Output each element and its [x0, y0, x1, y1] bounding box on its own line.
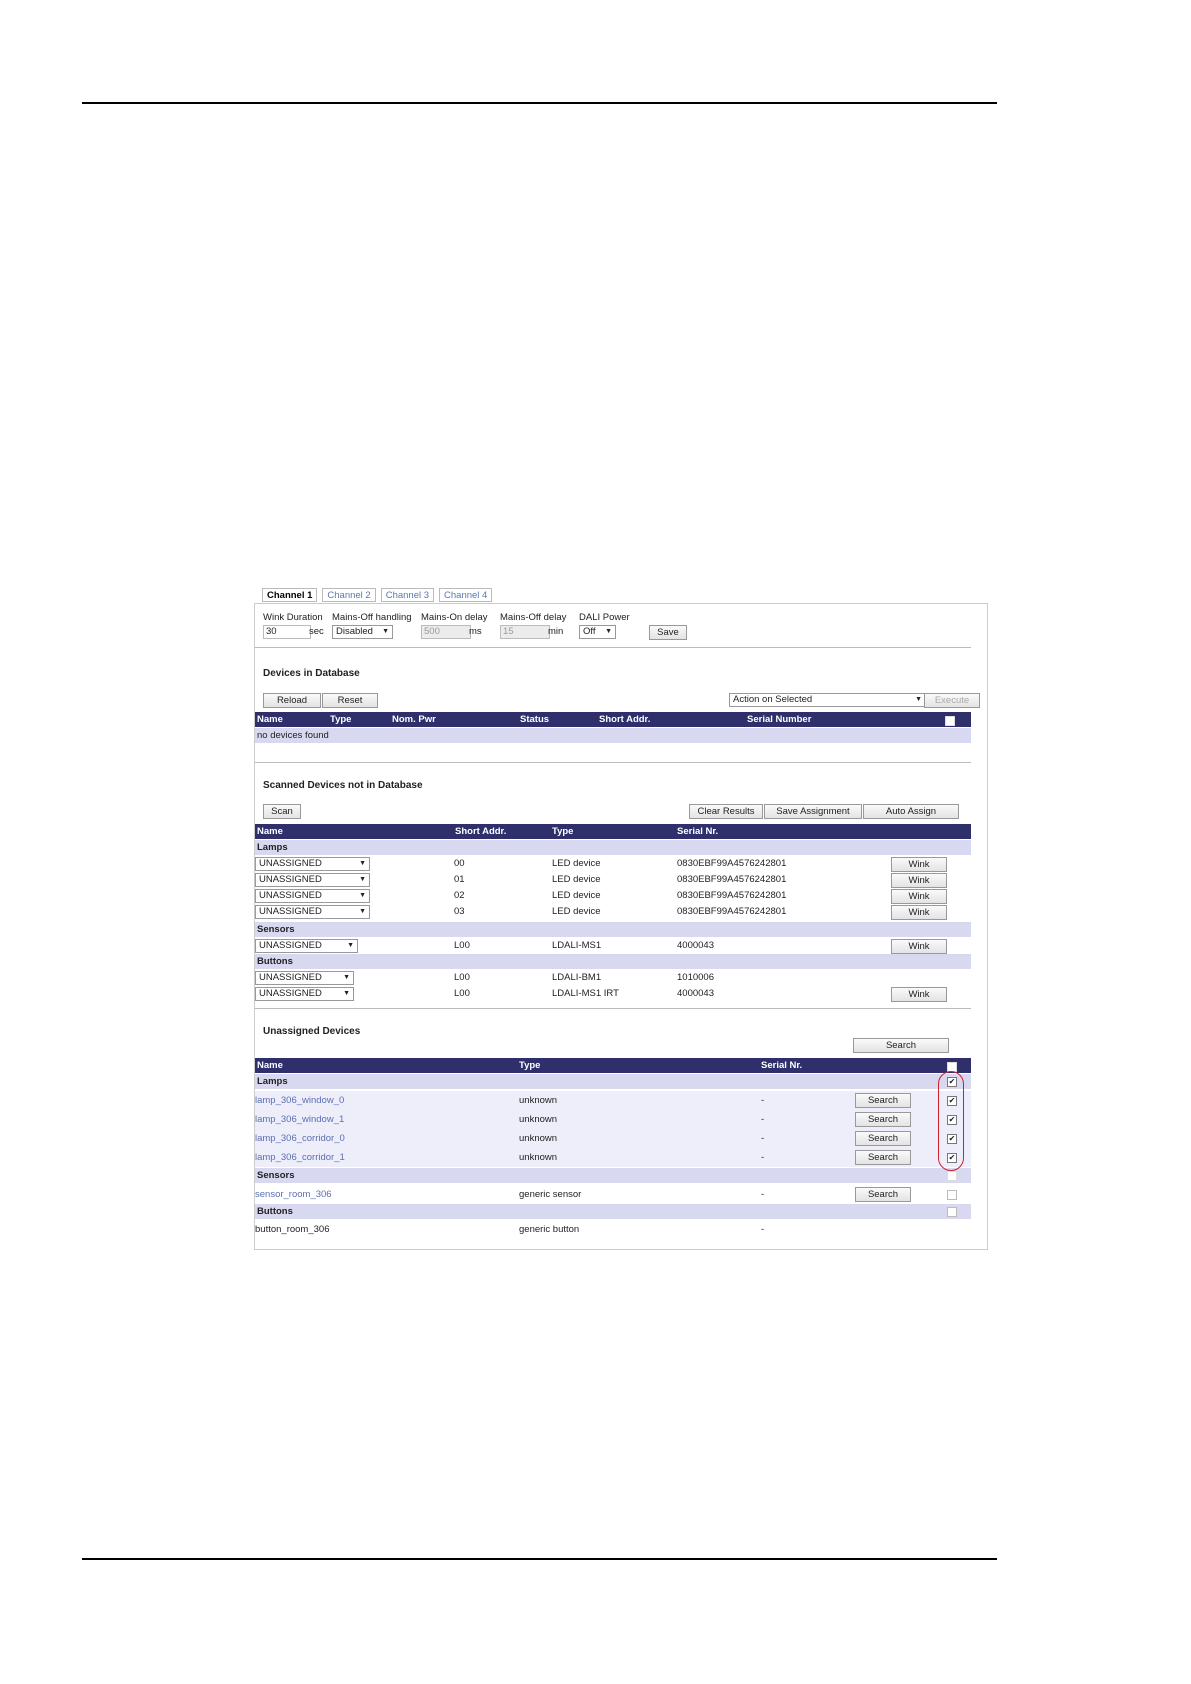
col-name: Name: [257, 714, 283, 725]
col-name: Name: [257, 826, 283, 837]
mains-off-handling-value: Disabled: [336, 626, 373, 637]
serial: -: [761, 1114, 765, 1125]
wink-button[interactable]: Wink: [891, 889, 947, 904]
assign-value: UNASSIGNED: [259, 972, 322, 983]
device-name: button_room_306: [255, 1224, 330, 1235]
group-lamps: [255, 1074, 971, 1089]
empty-text: no devices found: [257, 730, 329, 741]
col-serial-number: Serial Number: [747, 714, 812, 725]
device-name-link[interactable]: sensor_room_306: [255, 1189, 332, 1200]
short-addr: L00: [454, 940, 470, 951]
execute-button[interactable]: Execute: [924, 693, 980, 708]
assign-select[interactable]: [255, 889, 370, 903]
col-status: Status: [520, 714, 550, 725]
serial: 0830EBF99A4576242801: [677, 906, 787, 917]
col-serial: Serial Nr.: [677, 826, 719, 837]
group-buttons-checkbox[interactable]: [947, 1207, 957, 1217]
mains-off-handling-select[interactable]: [332, 625, 393, 639]
assign-value: UNASSIGNED: [259, 890, 322, 901]
chevron-down-icon: ▼: [347, 942, 354, 949]
serial: 4000043: [677, 940, 714, 951]
device-type: LED device: [552, 874, 601, 885]
select-all-checkbox[interactable]: [945, 716, 955, 726]
col-short-addr: Short Addr.: [455, 826, 507, 837]
tab-channel-4[interactable]: Channel 4: [439, 588, 492, 602]
table-row: [255, 888, 971, 903]
chevron-down-icon: ▼: [605, 628, 612, 635]
divider: [255, 647, 971, 648]
assign-select[interactable]: [255, 873, 370, 887]
chevron-down-icon: ▼: [359, 860, 366, 867]
group-label: Buttons: [257, 1206, 293, 1217]
device-type: unknown: [519, 1095, 558, 1106]
group-sensors: [255, 1168, 971, 1183]
col-short-addr: Short Addr.: [599, 714, 651, 725]
dali-channel-panel: [255, 588, 994, 1250]
mains-off-delay-input[interactable]: 15: [500, 625, 550, 639]
short-addr: L00: [454, 988, 470, 999]
tab-channel-3[interactable]: Channel 3: [381, 588, 434, 602]
col-nom-pwr: Nom. Pwr: [392, 714, 436, 725]
assign-value: UNASSIGNED: [259, 988, 322, 999]
channel-tabs: [262, 588, 994, 602]
wink-duration-label: Wink Duration: [263, 612, 323, 623]
search-button[interactable]: Search: [855, 1187, 911, 1202]
channel-content: [254, 603, 988, 1250]
unassigned-title: Unassigned Devices: [263, 1026, 361, 1037]
top-rule: [82, 102, 997, 104]
device-type: generic sensor: [519, 1189, 582, 1200]
table-row: [255, 986, 971, 1001]
chevron-down-icon: ▼: [343, 974, 350, 981]
serial: -: [761, 1152, 765, 1163]
mains-off-delay-label: Mains-Off delay: [500, 612, 567, 623]
reload-button[interactable]: Reload: [263, 693, 321, 708]
table-row: [255, 1185, 971, 1204]
search-button[interactable]: Search: [855, 1112, 911, 1127]
group-lamps-checkbox[interactable]: ✔: [948, 1077, 956, 1086]
col-type: Type: [552, 826, 574, 837]
dali-power-label: DALI Power: [579, 612, 630, 623]
chevron-down-icon: ▼: [343, 990, 350, 997]
wink-unit: sec: [309, 626, 324, 637]
mains-on-delay-label: Mains-On delay: [421, 612, 488, 623]
device-name-link[interactable]: lamp_306_corridor_0: [255, 1133, 345, 1144]
database-table-header: [255, 712, 971, 727]
chevron-down-icon: ▼: [359, 908, 366, 915]
group-label: Buttons: [257, 956, 293, 967]
device-name-link[interactable]: lamp_306_window_0: [255, 1095, 345, 1106]
wink-duration-input[interactable]: 30: [263, 625, 311, 639]
device-type: LED device: [552, 906, 601, 917]
serial: -: [761, 1189, 765, 1200]
serial: 0830EBF99A4576242801: [677, 874, 787, 885]
device-type: LDALI-MS1: [552, 940, 602, 951]
table-row: [255, 970, 971, 985]
table-row: [255, 872, 971, 887]
serial: 4000043: [677, 988, 714, 999]
scan-button[interactable]: Scan: [263, 804, 301, 819]
dali-power-select[interactable]: [579, 625, 616, 639]
table-row: [255, 1220, 971, 1239]
row-checkbox[interactable]: ✔: [948, 1115, 956, 1124]
assign-value: UNASSIGNED: [259, 940, 322, 951]
search-button[interactable]: Search: [855, 1131, 911, 1146]
assign-select[interactable]: [255, 857, 370, 871]
search-button[interactable]: Search: [855, 1150, 911, 1165]
table-row: [255, 1148, 971, 1167]
serial: -: [761, 1224, 765, 1235]
group-lamps: [255, 840, 971, 855]
scanned-title: Scanned Devices not in Database: [263, 780, 423, 791]
assign-select[interactable]: [255, 905, 370, 919]
table-row: [255, 856, 971, 871]
short-addr: 00: [454, 858, 465, 869]
wink-button[interactable]: Wink: [891, 987, 947, 1002]
device-type: unknown: [519, 1152, 558, 1163]
search-button[interactable]: Search: [855, 1093, 911, 1108]
row-checkbox[interactable]: [947, 1190, 957, 1200]
mains-off-unit: min: [548, 626, 564, 637]
short-addr: 03: [454, 906, 465, 917]
assign-value: UNASSIGNED: [259, 874, 322, 885]
group-label: Sensors: [257, 924, 295, 935]
serial: -: [761, 1133, 765, 1144]
serial: 0830EBF99A4576242801: [677, 858, 787, 869]
auto-assign-button[interactable]: Auto Assign: [863, 804, 959, 819]
empty-row: [255, 728, 971, 743]
device-type: unknown: [519, 1114, 558, 1125]
table-row: [255, 938, 971, 953]
row-checkbox[interactable]: ✔: [948, 1153, 956, 1162]
group-buttons: [255, 954, 971, 969]
device-name-link[interactable]: lamp_306_window_1: [255, 1114, 345, 1125]
wink-button[interactable]: Wink: [891, 857, 947, 872]
action-select-value: Action on Selected: [733, 694, 813, 705]
search-all-button[interactable]: Search: [853, 1038, 949, 1053]
chevron-down-icon: ▼: [359, 876, 366, 883]
clear-results-button[interactable]: Clear Results: [689, 804, 763, 819]
device-name-link[interactable]: lamp_306_corridor_1: [255, 1152, 345, 1163]
divider: [255, 762, 971, 763]
assign-select[interactable]: [255, 939, 358, 953]
device-type: LDALI-BM1: [552, 972, 602, 983]
device-type: LDALI-MS1 IRT: [552, 988, 619, 999]
assign-value: UNASSIGNED: [259, 858, 322, 869]
chevron-down-icon: ▼: [915, 696, 922, 703]
divider: [255, 1008, 971, 1009]
highlight-circle: [938, 1071, 964, 1171]
reset-button[interactable]: Reset: [322, 693, 378, 708]
tab-channel-2[interactable]: Channel 2: [322, 588, 375, 602]
table-row: [255, 1110, 971, 1129]
device-type: generic button: [519, 1224, 580, 1235]
group-label: Sensors: [257, 1170, 295, 1181]
save-settings-button[interactable]: Save: [649, 625, 687, 640]
serial: -: [761, 1095, 765, 1106]
mains-on-unit: ms: [469, 626, 482, 637]
device-type: LED device: [552, 858, 601, 869]
database-title: Devices in Database: [263, 668, 360, 679]
device-type: unknown: [519, 1133, 558, 1144]
wink-button[interactable]: Wink: [891, 905, 947, 920]
assign-select[interactable]: [255, 987, 354, 1001]
wink-button[interactable]: Wink: [891, 873, 947, 888]
save-assignment-button[interactable]: Save Assignment: [764, 804, 862, 819]
serial: 1010006: [677, 972, 714, 983]
assign-value: UNASSIGNED: [259, 906, 322, 917]
group-buttons: [255, 1204, 971, 1219]
mains-off-handling-label: Mains-Off handling: [332, 612, 412, 623]
serial: 0830EBF99A4576242801: [677, 890, 787, 901]
assign-select[interactable]: [255, 971, 354, 985]
col-serial: Serial Nr.: [761, 1060, 803, 1071]
wink-button[interactable]: Wink: [891, 939, 947, 954]
row-checkbox[interactable]: ✔: [948, 1134, 956, 1143]
device-type: LED device: [552, 890, 601, 901]
chevron-down-icon: ▼: [382, 628, 389, 635]
short-addr: L00: [454, 972, 470, 983]
bottom-rule: [82, 1558, 997, 1560]
group-label: Lamps: [257, 842, 288, 853]
col-name: Name: [257, 1060, 283, 1071]
dali-power-value: Off: [583, 626, 596, 637]
group-sensors-checkbox[interactable]: [947, 1171, 957, 1181]
mains-on-delay-input[interactable]: 500: [421, 625, 471, 639]
group-sensors: [255, 922, 971, 937]
table-row: [255, 1129, 971, 1148]
tab-channel-1[interactable]: Channel 1: [262, 588, 317, 602]
table-row: [255, 904, 971, 919]
table-row: [255, 1091, 971, 1110]
row-checkbox[interactable]: ✔: [948, 1096, 956, 1105]
group-label: Lamps: [257, 1076, 288, 1087]
short-addr: 01: [454, 874, 465, 885]
action-select[interactable]: [729, 693, 926, 707]
chevron-down-icon: ▼: [359, 892, 366, 899]
short-addr: 02: [454, 890, 465, 901]
col-type: Type: [330, 714, 352, 725]
unassigned-table-header: [255, 1058, 971, 1073]
col-type: Type: [519, 1060, 541, 1071]
scanned-table-header: [255, 824, 971, 839]
